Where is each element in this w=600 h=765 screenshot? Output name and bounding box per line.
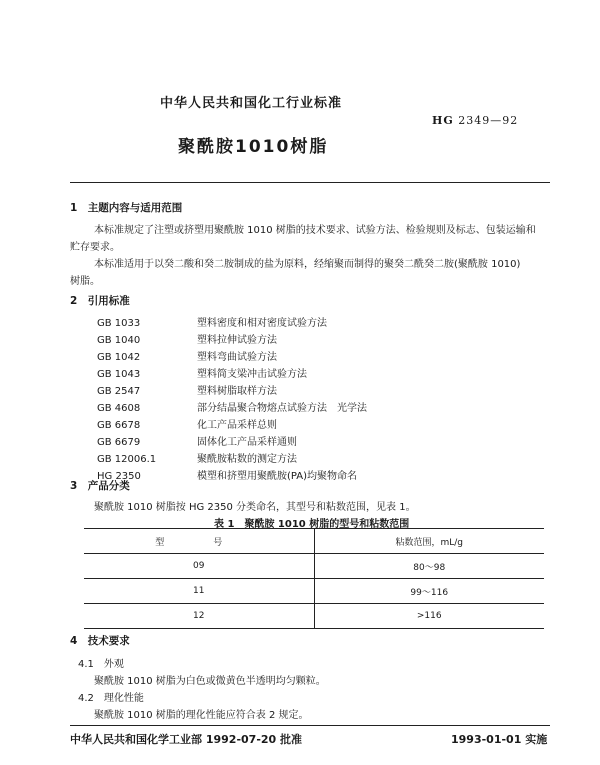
reference-code: HG 2350 bbox=[97, 471, 141, 482]
reference-item bbox=[97, 433, 297, 448]
column-header-model-label: 型 号 bbox=[155, 537, 243, 548]
section-3-heading: 3 产品分类 bbox=[70, 480, 130, 492]
approval-line: 中华人民共和国化学工业部 1992-07-20 批准 bbox=[70, 733, 303, 746]
reference-code: GB 1033 bbox=[97, 318, 141, 329]
reference-item bbox=[97, 399, 367, 414]
section-1-paragraph-2: 本标准适用于以癸二酸和癸二胺制成的盐为原料，经缩聚而制得的聚癸二酰癸二胺(聚酰胺 1010) bbox=[94, 259, 521, 270]
section-1-paragraph-1-cont: 贮存要求。 bbox=[70, 242, 120, 253]
standard-code bbox=[432, 114, 518, 127]
reference-code: GB 6678 bbox=[97, 420, 141, 431]
section-2-heading: 2 引用标准 bbox=[70, 295, 130, 307]
reference-item bbox=[97, 467, 357, 482]
reference-code: GB 1040 bbox=[97, 335, 141, 346]
reference-title: 塑料简支梁冲击试验方法 bbox=[197, 369, 307, 380]
cell-viscosity-range: 80～98 bbox=[413, 562, 446, 573]
table-row bbox=[84, 604, 544, 629]
column-header-viscosity: 粘数范围，mL/g bbox=[395, 537, 464, 548]
effective-date: 1993-01-01 实施 bbox=[451, 733, 548, 746]
section-1-paragraph-1: 本标准规定了注塑或挤塑用聚酰胺 1010 树脂的技术要求、试验方法、检验规则及标志、包装运输和 bbox=[94, 225, 536, 236]
table-row bbox=[84, 554, 544, 579]
reference-title: 聚酰胺粘数的测定方法 bbox=[197, 454, 297, 465]
section-1-paragraph-2-cont: 树脂。 bbox=[70, 276, 100, 287]
reference-item bbox=[97, 382, 277, 397]
reference-code: GB 2547 bbox=[97, 386, 141, 397]
reference-item bbox=[97, 450, 297, 465]
cell-model: 12 bbox=[84, 604, 314, 629]
reference-item bbox=[97, 365, 307, 380]
reference-title: 塑料密度和相对密度试验方法 bbox=[197, 318, 327, 329]
section-1-heading: 1 主题内容与适用范围 bbox=[70, 202, 183, 214]
standard-prefix: HG bbox=[432, 114, 454, 127]
cell-model: 09 bbox=[84, 554, 314, 579]
reference-title: 塑料拉伸试验方法 bbox=[197, 335, 277, 346]
document-title: 聚酰胺1010树脂 bbox=[178, 137, 329, 157]
reference-item bbox=[97, 314, 327, 329]
table-1-caption: 表 1 聚酰胺 1010 树脂的型号和粘数范围 bbox=[214, 519, 410, 530]
reference-title: 部分结晶聚合物熔点试验方法 光学法 bbox=[197, 403, 367, 414]
table-row bbox=[84, 579, 544, 604]
cell-viscosity-range: 99～116 bbox=[410, 587, 449, 598]
reference-code: GB 12006.1 bbox=[97, 454, 157, 465]
reference-code: GB 1043 bbox=[97, 369, 141, 380]
column-header-model bbox=[84, 529, 314, 554]
section-4-1-text: 聚酰胺 1010 树脂为白色或微黄色半透明均匀颗粒。 bbox=[94, 676, 326, 687]
reference-item bbox=[97, 416, 277, 431]
section-3-paragraph: 聚酰胺 1010 树脂按 HG 2350 分类命名，其型号和粘数范围，见表 1。 bbox=[94, 502, 416, 513]
reference-title: 化工产品采样总则 bbox=[197, 420, 277, 431]
section-4-2-heading: 4.2 理化性能 bbox=[78, 693, 144, 704]
table-1 bbox=[84, 528, 544, 629]
table-header-row bbox=[84, 529, 544, 554]
header-divider bbox=[70, 182, 550, 183]
reference-code: GB 1042 bbox=[97, 352, 141, 363]
reference-title: 固体化工产品采样通则 bbox=[197, 437, 297, 448]
footer-divider bbox=[70, 725, 550, 726]
reference-title: 模塑和挤塑用聚酰胺(PA)均聚物命名 bbox=[197, 471, 358, 482]
reference-item bbox=[97, 348, 277, 363]
cell-viscosity-range: >116 bbox=[416, 611, 442, 621]
standard-number: 2349—92 bbox=[458, 114, 519, 127]
reference-item bbox=[97, 331, 277, 346]
reference-title: 塑料树脂取样方法 bbox=[197, 386, 277, 397]
section-4-heading: 4 技术要求 bbox=[70, 635, 130, 647]
cell-model: 11 bbox=[84, 579, 314, 604]
section-4-2-text: 聚酰胺 1010 树脂的理化性能应符合表 2 规定。 bbox=[94, 710, 309, 721]
reference-title: 塑料弯曲试验方法 bbox=[197, 352, 277, 363]
section-4-1-heading: 4.1 外观 bbox=[78, 659, 124, 670]
reference-code: GB 4608 bbox=[97, 403, 141, 414]
reference-code: GB 6679 bbox=[97, 437, 141, 448]
issuing-body-title: 中华人民共和国化工行业标准 bbox=[160, 96, 343, 111]
